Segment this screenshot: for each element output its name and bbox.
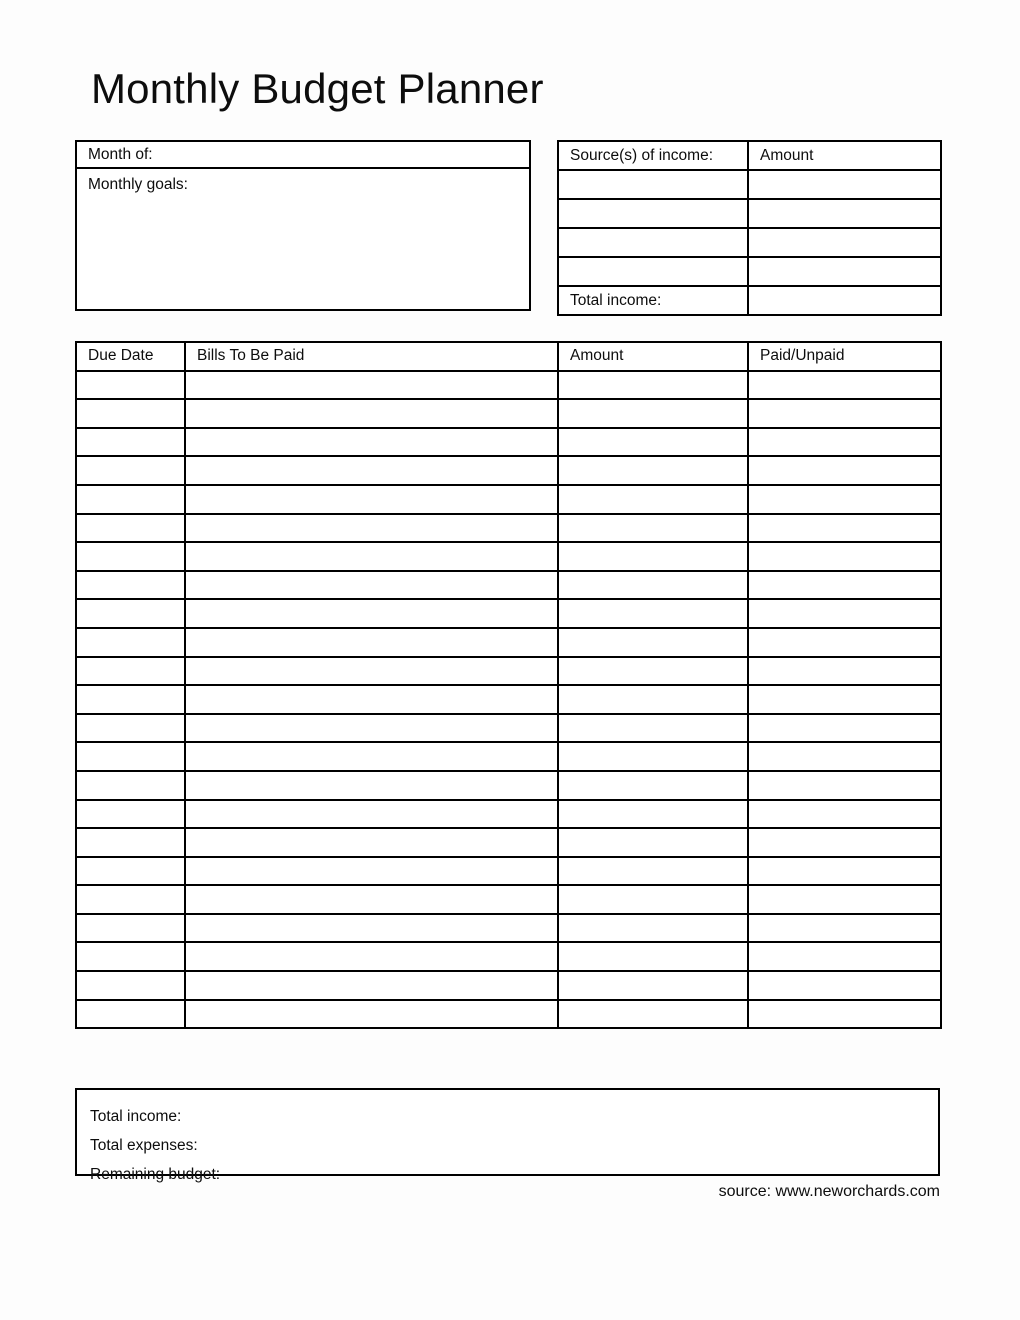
page-title: Monthly Budget Planner <box>91 65 544 112</box>
bills-cell-amount[interactable] <box>558 456 748 485</box>
bills-cell-bills-to-be-paid[interactable] <box>185 399 558 428</box>
total-income-label: Total income: <box>558 286 748 315</box>
table-row <box>76 685 941 714</box>
bills-cell-due-date[interactable] <box>76 771 185 800</box>
bills-header-paid-unpaid: Paid/Unpaid <box>748 342 941 371</box>
bills-cell-paid-unpaid[interactable] <box>748 828 941 857</box>
bills-cell-paid-unpaid[interactable] <box>748 485 941 514</box>
bills-header-row <box>76 342 941 371</box>
bills-cell-due-date[interactable] <box>76 542 185 571</box>
table-row <box>76 399 941 428</box>
income-row <box>558 170 941 199</box>
bills-cell-amount[interactable] <box>558 857 748 886</box>
income-amount-cell[interactable] <box>748 257 941 286</box>
bills-cell-bills-to-be-paid[interactable] <box>185 714 558 743</box>
bills-cell-due-date[interactable] <box>76 971 185 1000</box>
bills-cell-amount[interactable] <box>558 657 748 686</box>
bills-cell-bills-to-be-paid[interactable] <box>185 428 558 457</box>
bills-cell-bills-to-be-paid[interactable] <box>185 571 558 600</box>
bills-cell-paid-unpaid[interactable] <box>748 685 941 714</box>
table-row <box>76 914 941 943</box>
table-row <box>76 542 941 571</box>
bills-cell-due-date[interactable] <box>76 371 185 400</box>
bills-cell-paid-unpaid[interactable] <box>748 1000 941 1029</box>
table-row <box>76 942 941 971</box>
summary-box <box>75 1088 940 1183</box>
bills-cell-due-date[interactable] <box>76 714 185 743</box>
bills-cell-amount[interactable] <box>558 942 748 971</box>
bills-cell-bills-to-be-paid[interactable] <box>185 742 558 771</box>
bills-cell-paid-unpaid[interactable] <box>748 857 941 886</box>
bills-cell-bills-to-be-paid[interactable] <box>185 971 558 1000</box>
source-note: source: www.neworchards.com <box>718 1183 940 1200</box>
bills-cell-due-date[interactable] <box>76 514 185 543</box>
table-row <box>76 885 941 914</box>
bills-cell-paid-unpaid[interactable] <box>748 456 941 485</box>
bills-cell-amount[interactable] <box>558 514 748 543</box>
bills-cell-amount[interactable] <box>558 771 748 800</box>
table-row <box>76 771 941 800</box>
income-source-cell[interactable] <box>558 170 748 199</box>
bills-cell-due-date[interactable] <box>76 657 185 686</box>
bills-cell-due-date[interactable] <box>76 914 185 943</box>
income-header-source: Source(s) of income: <box>558 141 748 170</box>
bills-cell-bills-to-be-paid[interactable] <box>185 885 558 914</box>
bills-cell-paid-unpaid[interactable] <box>748 428 941 457</box>
table-row <box>76 428 941 457</box>
bills-cell-bills-to-be-paid[interactable] <box>185 456 558 485</box>
bills-cell-paid-unpaid[interactable] <box>748 599 941 628</box>
summary-total-income[interactable]: Total income: <box>90 1108 182 1125</box>
bills-cell-amount[interactable] <box>558 571 748 600</box>
income-source-cell[interactable] <box>558 199 748 228</box>
monthly-goals-field[interactable] <box>77 169 529 309</box>
bills-cell-paid-unpaid[interactable] <box>748 542 941 571</box>
table-row <box>76 828 941 857</box>
bills-cell-paid-unpaid[interactable] <box>748 657 941 686</box>
income-amount-cell[interactable] <box>748 170 941 199</box>
table-row <box>76 971 941 1000</box>
income-row <box>558 228 941 257</box>
bills-cell-amount[interactable] <box>558 628 748 657</box>
income-header-row <box>558 141 941 170</box>
month-of-label: Month of: <box>88 145 153 163</box>
income-total-row <box>558 286 941 315</box>
income-table <box>557 140 942 316</box>
bills-cell-due-date[interactable] <box>76 885 185 914</box>
bills-cell-due-date[interactable] <box>76 428 185 457</box>
bills-cell-bills-to-be-paid[interactable] <box>185 657 558 686</box>
table-row <box>76 371 941 400</box>
bills-cell-due-date[interactable] <box>76 399 185 428</box>
table-row <box>76 1000 941 1029</box>
bills-cell-paid-unpaid[interactable] <box>748 371 941 400</box>
bills-cell-paid-unpaid[interactable] <box>748 800 941 829</box>
table-row <box>76 857 941 886</box>
bills-cell-amount[interactable] <box>558 485 748 514</box>
bills-table <box>75 341 942 1029</box>
bills-cell-due-date[interactable] <box>76 857 185 886</box>
bills-cell-due-date[interactable] <box>76 1000 185 1029</box>
income-row <box>558 199 941 228</box>
bills-cell-bills-to-be-paid[interactable] <box>185 857 558 886</box>
bills-cell-amount[interactable] <box>558 971 748 1000</box>
bills-cell-paid-unpaid[interactable] <box>748 885 941 914</box>
bills-cell-amount[interactable] <box>558 742 748 771</box>
bills-cell-amount[interactable] <box>558 428 748 457</box>
monthly-goals-label: Monthly goals: <box>88 176 188 193</box>
table-row <box>76 514 941 543</box>
table-row <box>76 800 941 829</box>
bills-cell-amount[interactable] <box>558 599 748 628</box>
bills-cell-due-date[interactable] <box>76 571 185 600</box>
summary-remaining-budget[interactable]: Remaining budget: <box>90 1166 221 1183</box>
bills-cell-amount[interactable] <box>558 800 748 829</box>
table-row <box>76 456 941 485</box>
bills-cell-paid-unpaid[interactable] <box>748 971 941 1000</box>
bills-cell-amount[interactable] <box>558 885 748 914</box>
bills-cell-due-date[interactable] <box>76 485 185 514</box>
bills-cell-amount[interactable] <box>558 371 748 400</box>
table-row <box>76 742 941 771</box>
income-source-cell[interactable] <box>558 228 748 257</box>
bills-cell-paid-unpaid[interactable] <box>748 628 941 657</box>
bills-cell-bills-to-be-paid[interactable] <box>185 828 558 857</box>
bills-cell-paid-unpaid[interactable] <box>748 714 941 743</box>
bills-cell-paid-unpaid[interactable] <box>748 771 941 800</box>
table-row <box>76 628 941 657</box>
bills-cell-bills-to-be-paid[interactable] <box>185 800 558 829</box>
income-amount-cell[interactable] <box>748 199 941 228</box>
bills-cell-due-date[interactable] <box>76 599 185 628</box>
table-row <box>76 571 941 600</box>
bills-cell-bills-to-be-paid[interactable] <box>185 1000 558 1029</box>
bills-cell-amount[interactable] <box>558 542 748 571</box>
bills-cell-bills-to-be-paid[interactable] <box>185 685 558 714</box>
bills-cell-bills-to-be-paid[interactable] <box>185 485 558 514</box>
bills-cell-bills-to-be-paid[interactable] <box>185 914 558 943</box>
bills-cell-paid-unpaid[interactable] <box>748 914 941 943</box>
bills-cell-bills-to-be-paid[interactable] <box>185 771 558 800</box>
bills-cell-bills-to-be-paid[interactable] <box>185 628 558 657</box>
bills-cell-amount[interactable] <box>558 914 748 943</box>
bills-cell-due-date[interactable] <box>76 800 185 829</box>
bills-cell-amount[interactable] <box>558 714 748 743</box>
table-row <box>76 657 941 686</box>
bills-cell-due-date[interactable] <box>76 828 185 857</box>
table-row <box>76 714 941 743</box>
bills-cell-due-date[interactable] <box>76 685 185 714</box>
bills-header-bills-to-be-paid: Bills To Be Paid <box>185 342 558 371</box>
bills-cell-bills-to-be-paid[interactable] <box>185 371 558 400</box>
month-and-goals-box <box>75 140 531 311</box>
table-row <box>76 485 941 514</box>
income-amount-cell[interactable] <box>748 228 941 257</box>
bills-cell-due-date[interactable] <box>76 742 185 771</box>
month-of-field[interactable] <box>77 142 529 169</box>
bills-cell-paid-unpaid[interactable] <box>748 514 941 543</box>
bills-cell-amount[interactable] <box>558 1000 748 1029</box>
bills-cell-paid-unpaid[interactable] <box>748 742 941 771</box>
bills-cell-paid-unpaid[interactable] <box>748 399 941 428</box>
bills-cell-due-date[interactable] <box>76 456 185 485</box>
bills-cell-paid-unpaid[interactable] <box>748 942 941 971</box>
total-income-value[interactable] <box>748 286 941 315</box>
bills-cell-bills-to-be-paid[interactable] <box>185 514 558 543</box>
bills-cell-amount[interactable] <box>558 399 748 428</box>
income-source-cell[interactable] <box>558 257 748 286</box>
bills-cell-amount[interactable] <box>558 685 748 714</box>
table-row <box>76 599 941 628</box>
bills-cell-amount[interactable] <box>558 828 748 857</box>
income-row <box>558 257 941 286</box>
bills-cell-bills-to-be-paid[interactable] <box>185 599 558 628</box>
income-header-amount: Amount <box>748 141 941 170</box>
bills-cell-due-date[interactable] <box>76 942 185 971</box>
summary-total-expenses[interactable]: Total expenses: <box>90 1137 198 1154</box>
bills-cell-bills-to-be-paid[interactable] <box>185 942 558 971</box>
bills-cell-paid-unpaid[interactable] <box>748 571 941 600</box>
bills-header-amount: Amount <box>558 342 748 371</box>
bills-header-due-date: Due Date <box>76 342 185 371</box>
bills-cell-due-date[interactable] <box>76 628 185 657</box>
bills-cell-bills-to-be-paid[interactable] <box>185 542 558 571</box>
